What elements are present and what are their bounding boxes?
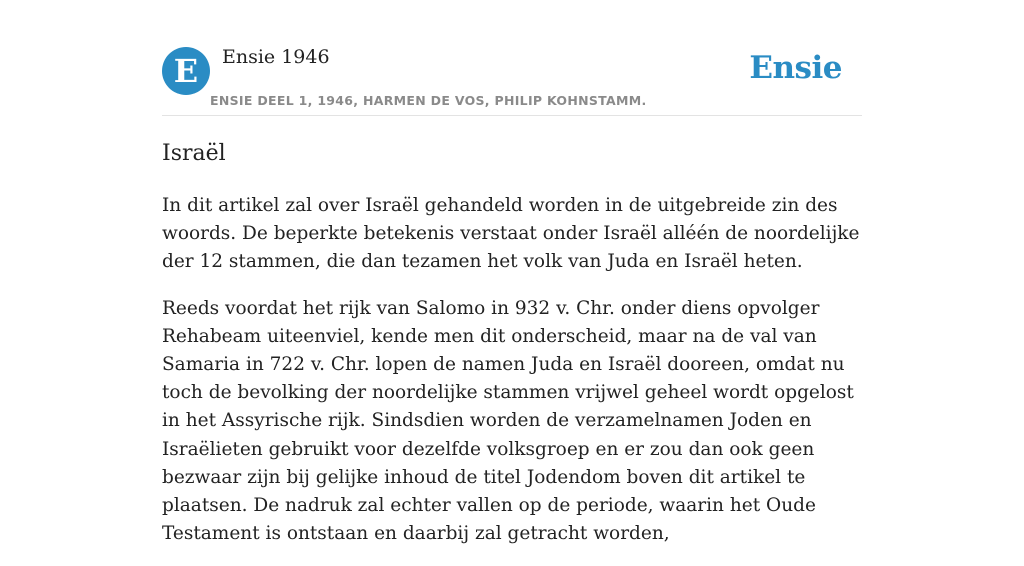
site-header (162, 0, 862, 116)
brand-logo-link[interactable]: Ensie (749, 50, 842, 86)
article-body (162, 192, 862, 566)
article-paragraph: Reeds voordat het rijk van Salomo in 932 v. Chr. onder diens opvolger Rehabeam uiteenviel, kende men dit onderscheid, maar na de val van Samaria in 722 v. Chr. lopen de namen Juda en Israël dooreen, omdat nu toch de bevolking der noordelijke stammen vrijwel geheel wordt opgelost in het Assyrische rijk. Sindsdien worden de verzamelnamen Joden en Israëlieten gebruikt voor dezelfde volksgroep en er zou dan ook geen bezwaar zijn bij gelijke inhoud de titel Jodendom boven dit artikel te plaatsen. De nadruk zal echter vallen op de periode, waarin het Oude Testament is ontstaan en daarbij zal getracht worden, (162, 297, 854, 545)
ensie-logo-icon[interactable]: E (162, 47, 210, 95)
source-subtitle: ENSIE DEEL 1, 1946, HARMEN DE VOS, PHILIP KOHNSTAMM. (210, 93, 647, 108)
article-title: Israël (162, 141, 226, 166)
article-paragraph: In dit artikel zal over Israël gehandeld worden in de uitgebreide zin des woords. De beperkte betekenis verstaat onder Israël alléén de noordelijke der 12 stammen, die dan tezamen het volk van Juda en Israël heten. (162, 195, 860, 273)
site-name-link[interactable]: Ensie 1946 (222, 46, 330, 68)
